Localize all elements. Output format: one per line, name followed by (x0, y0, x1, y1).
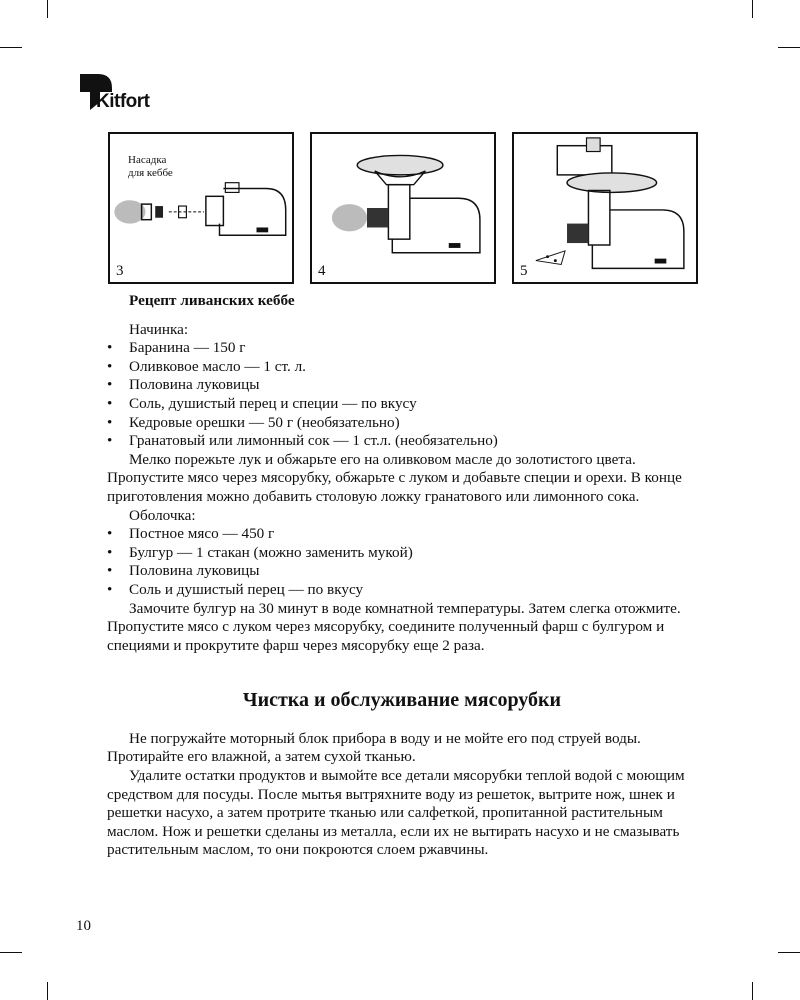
figure-number: 4 (318, 263, 326, 279)
figure-3 (108, 132, 294, 284)
list-item-text: Гранатовый или лимонный сок — 1 ст.л. (необязательно) (129, 432, 498, 450)
crop-mark (0, 47, 22, 48)
crop-mark (47, 982, 48, 1000)
page-number: 10 (76, 918, 91, 934)
crop-mark (752, 0, 753, 18)
caption-line: Насадка (128, 154, 167, 166)
list-item: • Половина луковицы (107, 376, 260, 394)
caption-line: для кеббе (128, 167, 173, 179)
filling-list (107, 339, 697, 451)
list-item: • Соль, душистый перец и специи — по вкусу (107, 394, 417, 412)
shell-label: Оболочка: (129, 506, 196, 524)
list-item-text: Половина луковицы (129, 562, 260, 580)
list-item: • Половина луковицы (107, 562, 260, 580)
shell-instructions: Замочите булгур на 30 минут в воде комнатной температуры. Затем слегка отожмите. Пропустите мясо с луком через мясорубку, соедините полученный фарш с булгуром и специями и прокрутите фарш через мясорубку еще 2 раза. (107, 599, 681, 654)
meat-grinder-in-use-illustration (514, 134, 696, 282)
filling-label: Начинка: (129, 320, 189, 338)
crop-mark (778, 952, 800, 953)
list-item-text: Соль и душистый перец — по вкусу (129, 580, 364, 598)
list-item-text: Соль, душистый перец и специи — по вкусу (129, 394, 417, 412)
recipe-title: Рецепт ливанских кеббе (129, 292, 295, 309)
crop-mark (778, 47, 800, 48)
cleaning-paragraph-1: Не погружайте моторный блок прибора в воду и не мойте его под струей воды. Протирайте его влажной, а затем сухой тканью. (107, 729, 641, 766)
figure-4 (310, 132, 496, 284)
list-item-text: Половина луковицы (129, 376, 260, 394)
list-item-text: Постное мясо — 450 г (129, 525, 275, 543)
shell-list (107, 525, 697, 599)
figure-3-caption (128, 154, 173, 180)
crop-mark (0, 952, 22, 953)
cleaning-paragraph-2: Удалите остатки продуктов и вымойте все детали мясорубки теплой водой с моющим средством для посуды. После мытья вытряхните воду из решеток, вытрите нож, шнек и решетки насухо, а затем протрите тканью или салфеткой, пропитанной растительным маслом. Нож и решетки сделаны из металла, если их не вытирать насухо и не смазывать растительным маслом, то они покроются слоем ржавчины. (107, 767, 685, 859)
list-item-text: Оливковое масло — 1 ст. л. (129, 357, 306, 375)
crop-mark (47, 0, 48, 18)
section-title: Чистка и обслуживание мясорубки (242, 689, 562, 712)
list-item-text: Булгур — 1 стакан (можно заменить мукой) (129, 543, 413, 561)
main-content (107, 292, 697, 860)
list-item: • Кедровые орешки — 50 г (необязательно) (107, 413, 400, 431)
list-item-text: Кедровые орешки — 50 г (необязательно) (129, 413, 400, 431)
filling-instructions: Мелко порежьте лук и обжарьте его на оливковом масле до золотистого цвета. Пропустите мясо через мясорубку, обжарьте с луком и добавьте специи и орехи. В конце приготовления можно добавить столовую ложку гранатового или лимонного сока. (107, 450, 682, 505)
list-item: • Гранатовый или лимонный сок — 1 ст.л. (необязательно) (107, 432, 498, 450)
figure-number: 5 (520, 263, 528, 279)
list-item: • Булгур — 1 стакан (можно заменить мукой) (107, 543, 413, 561)
figure-number: 3 (116, 263, 124, 279)
crop-mark (752, 982, 753, 1000)
figure-5 (512, 132, 698, 284)
meat-grinder-assembly-illustration (312, 134, 494, 282)
list-item: • Баранина — 150 г (107, 339, 246, 357)
list-item: • Оливковое масло — 1 ст. л. (107, 357, 306, 375)
list-item: • Постное мясо — 450 г (107, 525, 275, 543)
brand-name: Kitfort (96, 91, 150, 112)
list-item-text: Баранина — 150 г (129, 339, 246, 357)
list-item: • Соль и душистый перец — по вкусу (107, 580, 364, 598)
